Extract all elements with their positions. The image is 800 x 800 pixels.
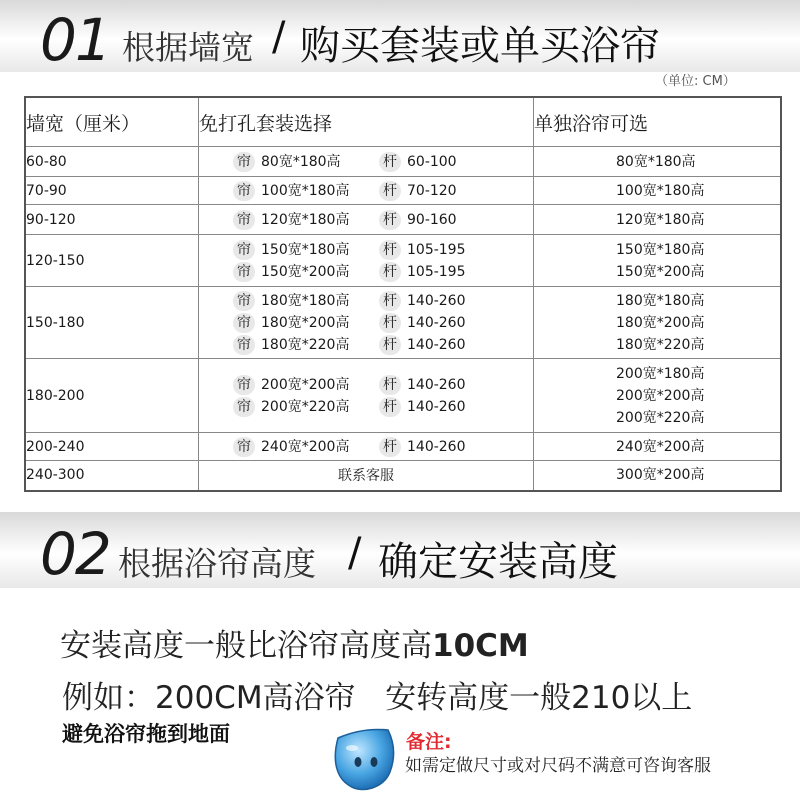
section2-slash: / [348,530,362,576]
set-option [199,180,533,202]
single-curtain-cell [534,205,782,235]
curtain-marker: 帘 [233,313,255,333]
set-option [199,290,533,312]
single-curtain-size: 120宽*180高 [616,211,705,228]
rod-marker: 杆 [379,313,401,333]
rod-range: 60-100 [407,153,457,170]
set-choice-cell [199,205,534,235]
header-wall-width: 墙宽（厘米） [25,97,199,147]
wall-width-cell: 120-150 [25,235,199,287]
curtain-size: 240宽*200高 [261,438,350,455]
install-height-example: 例如：200CM高浴帘 安转高度一般210以上 [62,680,693,716]
set-option [199,261,533,283]
set-choice-cell [199,147,534,177]
set-option [199,151,533,173]
section2-banner [0,512,800,588]
install-height-rule-value: 10CM [432,628,529,664]
curtain-marker: 帘 [233,335,255,355]
curtain-size: 200宽*220高 [261,398,350,415]
table-row [25,147,781,177]
set-choice-cell [199,177,534,205]
curtain-size: 150宽*200高 [261,263,350,280]
header-set-choice: 免打孔套装选择 [199,97,534,147]
table-row [25,205,781,235]
rod-range: 140-260 [407,292,466,309]
section1-banner [0,0,800,72]
single-curtain-size: 180宽*180高 [616,292,705,309]
single-curtain-size: 150宽*200高 [616,263,705,280]
set-choice-cell [199,433,534,461]
wall-width-cell: 150-180 [25,287,199,359]
rod-marker: 杆 [379,375,401,395]
single-curtain-size: 240宽*200高 [616,438,705,455]
set-option [199,436,533,458]
table-row [25,235,781,287]
table-header-row [25,97,781,147]
single-curtain-cell [534,235,782,287]
install-height-rule-text: 安装高度一般比浴帘高度高 [60,628,432,664]
curtain-marker: 帘 [233,397,255,417]
table-row [25,461,781,491]
set-choice-cell: 联系客服 [199,461,534,491]
rod-range: 140-260 [407,398,466,415]
table-row [25,177,781,205]
single-curtain-size: 150宽*180高 [616,241,705,258]
rod-marker: 杆 [379,335,401,355]
rod-marker: 杆 [379,397,401,417]
rod-range: 70-120 [407,182,457,199]
section1-title-bold: 购买套装或单买浴帘 [300,23,660,69]
wall-width-cell: 90-120 [25,205,199,235]
curtain-marker: 帘 [233,240,255,260]
single-curtain-size: 80宽*180高 [616,153,696,170]
set-choice-cell [199,235,534,287]
section1-title-light: 根据墙宽 [122,28,254,67]
size-table [24,96,782,492]
section1-number: 01 [40,6,110,74]
rod-marker: 杆 [379,181,401,201]
curtain-size: 180宽*200高 [261,314,350,331]
single-curtain-cell [534,287,782,359]
curtain-size: 180宽*220高 [261,336,350,353]
rod-range: 90-160 [407,211,457,228]
single-curtain-cell [534,433,782,461]
rod-range: 140-260 [407,376,466,393]
curtain-marker: 帘 [233,262,255,282]
single-curtain-cell [534,147,782,177]
rod-marker: 杆 [379,437,401,457]
single-curtain-size: 300宽*200高 [616,467,705,484]
table-row [25,287,781,359]
rod-range: 105-195 [407,241,466,258]
curtain-marker: 帘 [233,291,255,311]
wall-width-cell: 180-200 [25,359,199,433]
curtain-marker: 帘 [233,210,255,230]
set-option [199,239,533,261]
wall-width-cell: 60-80 [25,147,199,177]
section1-slash: / [272,14,286,60]
table-row [25,359,781,433]
header-single-curtain: 单独浴帘可选 [534,97,782,147]
single-curtain-cell [534,461,782,491]
set-choice-cell [199,287,534,359]
rod-marker: 杆 [379,152,401,172]
single-curtain-size: 180宽*220高 [616,336,705,353]
water-drop-icon [328,726,400,800]
curtain-marker: 帘 [233,152,255,172]
section2-number: 02 [40,520,110,588]
rod-range: 140-260 [407,438,466,455]
curtain-size: 120宽*180高 [261,211,350,228]
rod-range: 140-260 [407,336,466,353]
section2-title-bold: 确定安装高度 [378,539,618,585]
wall-width-cell: 70-90 [25,177,199,205]
rod-marker: 杆 [379,210,401,230]
single-curtain-size: 200宽*220高 [616,409,705,426]
curtain-size: 80宽*180高 [261,153,341,170]
set-option [199,334,533,356]
set-option [199,396,533,418]
note-text: 如需定做尺寸或对尺码不满意可咨询客服 [405,756,711,776]
curtain-marker: 帘 [233,181,255,201]
single-curtain-size: 180宽*200高 [616,314,705,331]
set-option [199,312,533,334]
curtain-marker: 帘 [233,375,255,395]
table-row [25,433,781,461]
avoid-floor-note: 避免浴帘拖到地面 [62,722,230,746]
single-curtain-size: 100宽*180高 [616,182,705,199]
curtain-size: 150宽*180高 [261,241,350,258]
rod-marker: 杆 [379,291,401,311]
curtain-size: 200宽*200高 [261,376,350,393]
curtain-marker: 帘 [233,437,255,457]
single-curtain-cell [534,177,782,205]
section2-title-light: 根据浴帘高度 [118,544,316,583]
wall-width-cell: 200-240 [25,433,199,461]
single-curtain-cell [534,359,782,433]
curtain-size: 100宽*180高 [261,182,350,199]
rod-range: 140-260 [407,314,466,331]
single-curtain-size: 200宽*180高 [616,365,705,382]
install-height-rule [60,620,529,665]
rod-range: 105-195 [407,263,466,280]
wall-width-cell: 240-300 [25,461,199,491]
rod-marker: 杆 [379,262,401,282]
set-option [199,374,533,396]
set-choice-cell [199,359,534,433]
rod-marker: 杆 [379,240,401,260]
unit-label: （单位: CM） [655,74,736,89]
note-title: 备注: [406,731,452,753]
curtain-size: 180宽*180高 [261,292,350,309]
set-option [199,209,533,231]
single-curtain-size: 200宽*200高 [616,387,705,404]
